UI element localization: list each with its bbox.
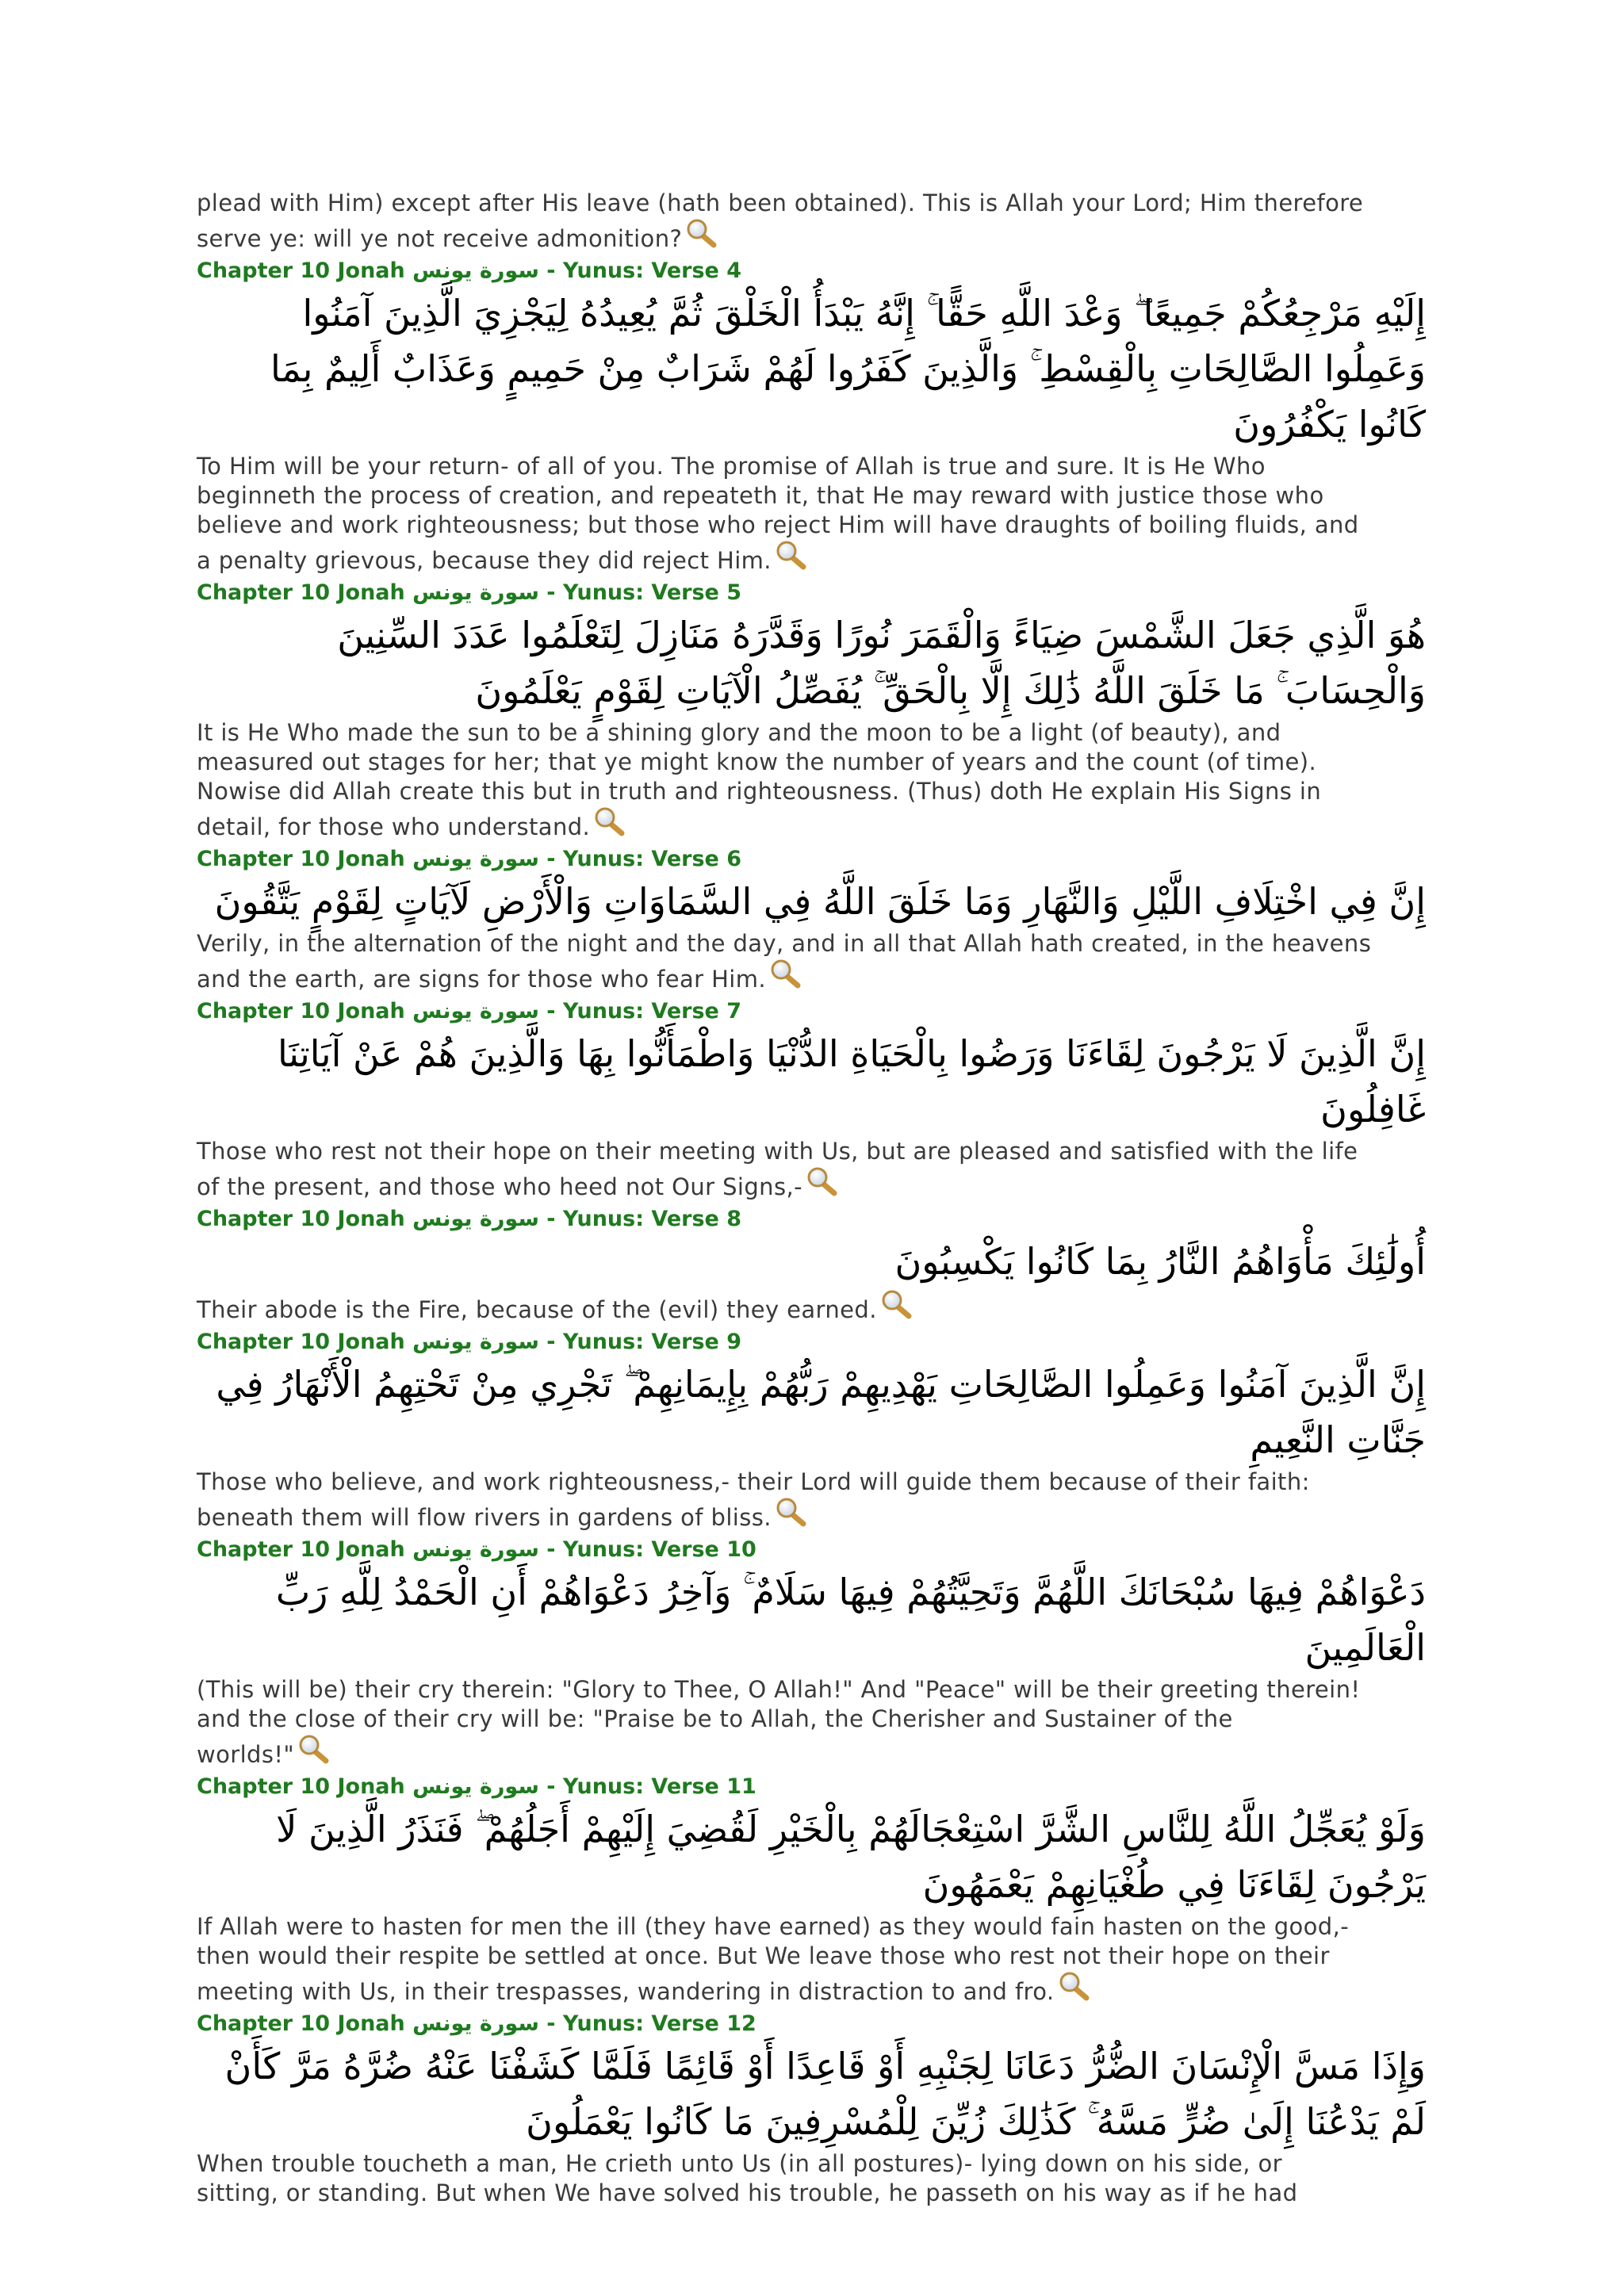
heading-surah-arabic: سورة يونس xyxy=(412,1330,539,1354)
translation-line: It is He Who made the sun to be a shining glory and the moon to be a light (of beauty), and xyxy=(197,719,1281,746)
heading-verse: - Yunus: Verse 7 xyxy=(538,999,742,1024)
heading-chapter: Chapter 10 Jonah xyxy=(197,1207,413,1231)
translation-line xyxy=(197,540,1450,580)
translation-line: (This will be) their cry therein: "Glory to Thee, O Allah!" And "Peace" will be their greeting therein! xyxy=(197,1676,1361,1703)
translation-line xyxy=(197,1734,1450,1774)
translation-line xyxy=(197,806,1450,846)
heading-verse: - Yunus: Verse 8 xyxy=(538,1207,742,1231)
translation-line-text: worlds!" xyxy=(197,1741,295,1768)
heading-chapter: Chapter 10 Jonah xyxy=(197,1330,413,1354)
arabic-verse: إِنَّ الَّذِينَ آمَنُوا وَعَمِلُوا الصَّالِحَاتِ يَهْدِيهِمْ رَبُّهُمْ بِإِيمَانِهِمْ ۖ تَجْرِي مِنْ تَحْتِهِمُ الْأَنْهَارُ فِي جَنَّاتِ النَّعِيمِ xyxy=(216,1363,1426,1461)
verse-block xyxy=(197,2011,1450,2208)
magnifier-icon[interactable] xyxy=(593,806,626,840)
magnifier-icon[interactable] xyxy=(775,540,808,573)
arabic-verse: أُولَٰئِكَ مَأْوَاهُمُ النَّارُ بِمَا كَانُوا يَكْسِبُونَ xyxy=(894,1240,1426,1283)
heading-surah-arabic: سورة يونس xyxy=(412,1537,539,1562)
magnifier-icon[interactable] xyxy=(685,218,718,251)
verse-heading[interactable] xyxy=(197,1536,1450,1563)
heading-surah-arabic: سورة يونس xyxy=(412,258,539,283)
heading-surah-arabic: سورة يونس xyxy=(412,580,539,605)
translation-line: then would their respite be settled at once. But We leave those who rest not their hope on their xyxy=(197,1942,1330,1969)
document-page xyxy=(197,189,1450,2208)
heading-verse: - Yunus: Verse 6 xyxy=(538,847,742,871)
translation-line: believe and work righteousness; but those who reject Him will have draughts of boiling fluids, and xyxy=(197,511,1359,538)
magnifier-icon[interactable] xyxy=(880,1289,914,1322)
translation-line xyxy=(197,218,1450,258)
heading-chapter: Chapter 10 Jonah xyxy=(197,847,413,871)
translation-line-text: serve ye: will ye not receive admonition? xyxy=(197,225,683,252)
translation-line: When trouble toucheth a man, He crieth unto Us (in all postures)- lying down on his side, or xyxy=(197,2150,1282,2177)
translation-line xyxy=(197,1497,1450,1536)
translation-line: sitting, or standing. But when We have solved his trouble, he passeth on his way as if he had xyxy=(197,2179,1298,2206)
verse-block xyxy=(197,1329,1450,1536)
heading-chapter: Chapter 10 Jonah xyxy=(197,2011,413,2036)
heading-chapter: Chapter 10 Jonah xyxy=(197,258,413,283)
magnifier-icon[interactable] xyxy=(1058,1971,1091,2004)
translation-line-text: of the present, and those who heed not Our Signs,- xyxy=(197,1173,802,1200)
verse-heading[interactable] xyxy=(197,258,1450,284)
verse-heading[interactable] xyxy=(197,846,1450,872)
heading-surah-arabic: سورة يونس xyxy=(412,1774,539,1799)
arabic-verse: وَإِذَا مَسَّ الْإِنْسَانَ الضُّرُّ دَعَانَا لِجَنْبِهِ أَوْ قَاعِدًا أَوْ قَائِمًا فَلَمَّا كَشَفْنَا عَنْهُ ضُرَّهُ مَرَّ كَأَنْ لَمْ يَدْعُنَا إِلَىٰ ضُرٍّ مَسَّهُ ۚ كَذَٰلِكَ زُيِّنَ لِلْمُسْرِفِينَ مَا كَانُوا يَعْمَلُونَ xyxy=(224,2045,1426,2143)
magnifier-icon[interactable] xyxy=(297,1734,331,1767)
magnifier-icon[interactable] xyxy=(806,1166,839,1200)
translation-line-text: a penalty grievous, because they did reject Him. xyxy=(197,547,772,574)
translation-line xyxy=(197,1289,1450,1329)
translation-line: If Allah were to hasten for men the ill (they have earned) as they would fain hasten on the good,- xyxy=(197,1913,1350,1940)
translation-line: To Him will be your return- of all of you. The promise of Allah is true and sure. It is He Who xyxy=(197,453,1266,480)
heading-surah-arabic: سورة يونس xyxy=(412,847,539,871)
heading-surah-arabic: سورة يونس xyxy=(412,2011,539,2036)
verse-heading[interactable] xyxy=(197,1206,1450,1232)
verse-block xyxy=(197,1774,1450,2011)
translation-line: plead with Him) except after His leave (hath been obtained). This is Allah your Lord; Him therefore xyxy=(197,189,1364,216)
intro-translation xyxy=(197,189,1450,258)
magnifier-icon[interactable] xyxy=(775,1497,808,1530)
translation-line-text: beneath them will flow rivers in gardens of bliss. xyxy=(197,1504,772,1531)
translation-line: Verily, in the alternation of the night and the day, and in all that Allah hath created, in the heavens xyxy=(197,930,1372,957)
verse-heading[interactable] xyxy=(197,580,1450,606)
verse-block xyxy=(197,258,1450,580)
verse-heading[interactable] xyxy=(197,1329,1450,1355)
heading-chapter: Chapter 10 Jonah xyxy=(197,1537,413,1562)
arabic-verse: إِنَّ فِي اخْتِلَافِ اللَّيْلِ وَالنَّهَارِ وَمَا خَلَقَ اللَّهُ فِي السَّمَاوَاتِ وَالْأَرْضِ لَآيَاتٍ لِقَوْمٍ يَتَّقُونَ xyxy=(214,880,1426,923)
magnifier-icon[interactable] xyxy=(769,959,802,992)
translation-line: and the close of their cry will be: "Praise be to Allah, the Cherisher and Sustainer of the xyxy=(197,1705,1233,1732)
heading-verse: - Yunus: Verse 12 xyxy=(538,2011,756,2036)
translation-line-text: Their abode is the Fire, because of the (evil) they earned. xyxy=(197,1296,877,1323)
arabic-verse: إِلَيْهِ مَرْجِعُكُمْ جَمِيعًا ۖ وَعْدَ اللَّهِ حَقًّا ۚ إِنَّهُ يَبْدَأُ الْخَلْقَ ثُمَّ يُعِيدُهُ لِيَجْزِيَ الَّذِينَ آمَنُوا وَعَمِلُوا الصَّالِحَاتِ بِالْقِسْطِ ۚ وَالَّذِينَ كَفَرُوا لَهُمْ شَرَابٌ مِنْ حَمِيمٍ وَعَذَابٌ أَلِيمٌ بِمَا كَانُوا يَكْفُرُونَ xyxy=(270,292,1426,446)
arabic-verse: وَلَوْ يُعَجِّلُ اللَّهُ لِلنَّاسِ الشَّرَّ اسْتِعْجَالَهُمْ بِالْخَيْرِ لَقُضِيَ إِلَيْهِمْ أَجَلُهُمْ ۖ فَنَذَرُ الَّذِينَ لَا يَرْجُونَ لِقَاءَنَا فِي طُغْيَانِهِمْ يَعْمَهُونَ xyxy=(276,1808,1426,1906)
verse-heading[interactable] xyxy=(197,998,1450,1024)
translation-line-text: meeting with Us, in their trespasses, wandering in distraction to and fro. xyxy=(197,1978,1055,2005)
heading-chapter: Chapter 10 Jonah xyxy=(197,1774,413,1799)
heading-chapter: Chapter 10 Jonah xyxy=(197,999,413,1024)
heading-verse: - Yunus: Verse 10 xyxy=(538,1537,756,1562)
verse-block xyxy=(197,1536,1450,1774)
arabic-verse: إِنَّ الَّذِينَ لَا يَرْجُونَ لِقَاءَنَا وَرَضُوا بِالْحَيَاةِ الدُّنْيَا وَاطْمَأَنُّوا بِهَا وَالَّذِينَ هُمْ عَنْ آيَاتِنَا غَافِلُونَ xyxy=(278,1032,1426,1131)
heading-chapter: Chapter 10 Jonah xyxy=(197,580,413,605)
arabic-verse: هُوَ الَّذِي جَعَلَ الشَّمْسَ ضِيَاءً وَالْقَمَرَ نُورًا وَقَدَّرَهُ مَنَازِلَ لِتَعْلَمُوا عَدَدَ السِّنِينَ وَالْحِسَابَ ۚ مَا خَلَقَ اللَّهُ ذَٰلِكَ إِلَّا بِالْحَقِّ ۚ يُفَصِّلُ الْآيَاتِ لِقَوْمٍ يَعْلَمُونَ xyxy=(337,614,1426,712)
verse-block xyxy=(197,846,1450,998)
translation-line: Those who believe, and work righteousness,- their Lord will guide them because of their faith: xyxy=(197,1468,1310,1495)
verse-heading[interactable] xyxy=(197,1774,1450,1800)
translation-line-text: and the earth, are signs for those who fear Him. xyxy=(197,966,767,993)
verse-block xyxy=(197,580,1450,846)
heading-surah-arabic: سورة يونس xyxy=(412,999,539,1024)
verse-heading[interactable] xyxy=(197,2011,1450,2037)
arabic-verse: دَعْوَاهُمْ فِيهَا سُبْحَانَكَ اللَّهُمَّ وَتَحِيَّتُهُمْ فِيهَا سَلَامٌ ۚ وَآخِرُ دَعْوَاهُمْ أَنِ الْحَمْدُ لِلَّهِ رَبِّ الْعَالَمِينَ xyxy=(275,1571,1426,1669)
translation-line: measured out stages for her; that ye might know the number of years and the count (of time). xyxy=(197,748,1317,775)
verse-block xyxy=(197,998,1450,1206)
translation-line xyxy=(197,959,1450,998)
translation-line-text: detail, for those who understand. xyxy=(197,813,591,840)
heading-surah-arabic: سورة يونس xyxy=(412,1207,539,1231)
heading-verse: - Yunus: Verse 4 xyxy=(538,258,742,283)
heading-verse: - Yunus: Verse 11 xyxy=(538,1774,756,1799)
heading-verse: - Yunus: Verse 9 xyxy=(538,1330,742,1354)
translation-line xyxy=(197,1971,1450,2011)
translation-line: beginneth the process of creation, and repeateth it, that He may reward with justice those who xyxy=(197,482,1324,509)
translation-line: Nowise did Allah create this but in truth and righteousness. (Thus) doth He explain His Signs in xyxy=(197,778,1322,805)
translation-line: Those who rest not their hope on their meeting with Us, but are pleased and satisfied with the life xyxy=(197,1138,1358,1165)
verse-block xyxy=(197,1206,1450,1329)
translation-line xyxy=(197,1166,1450,1206)
heading-verse: - Yunus: Verse 5 xyxy=(538,580,742,605)
